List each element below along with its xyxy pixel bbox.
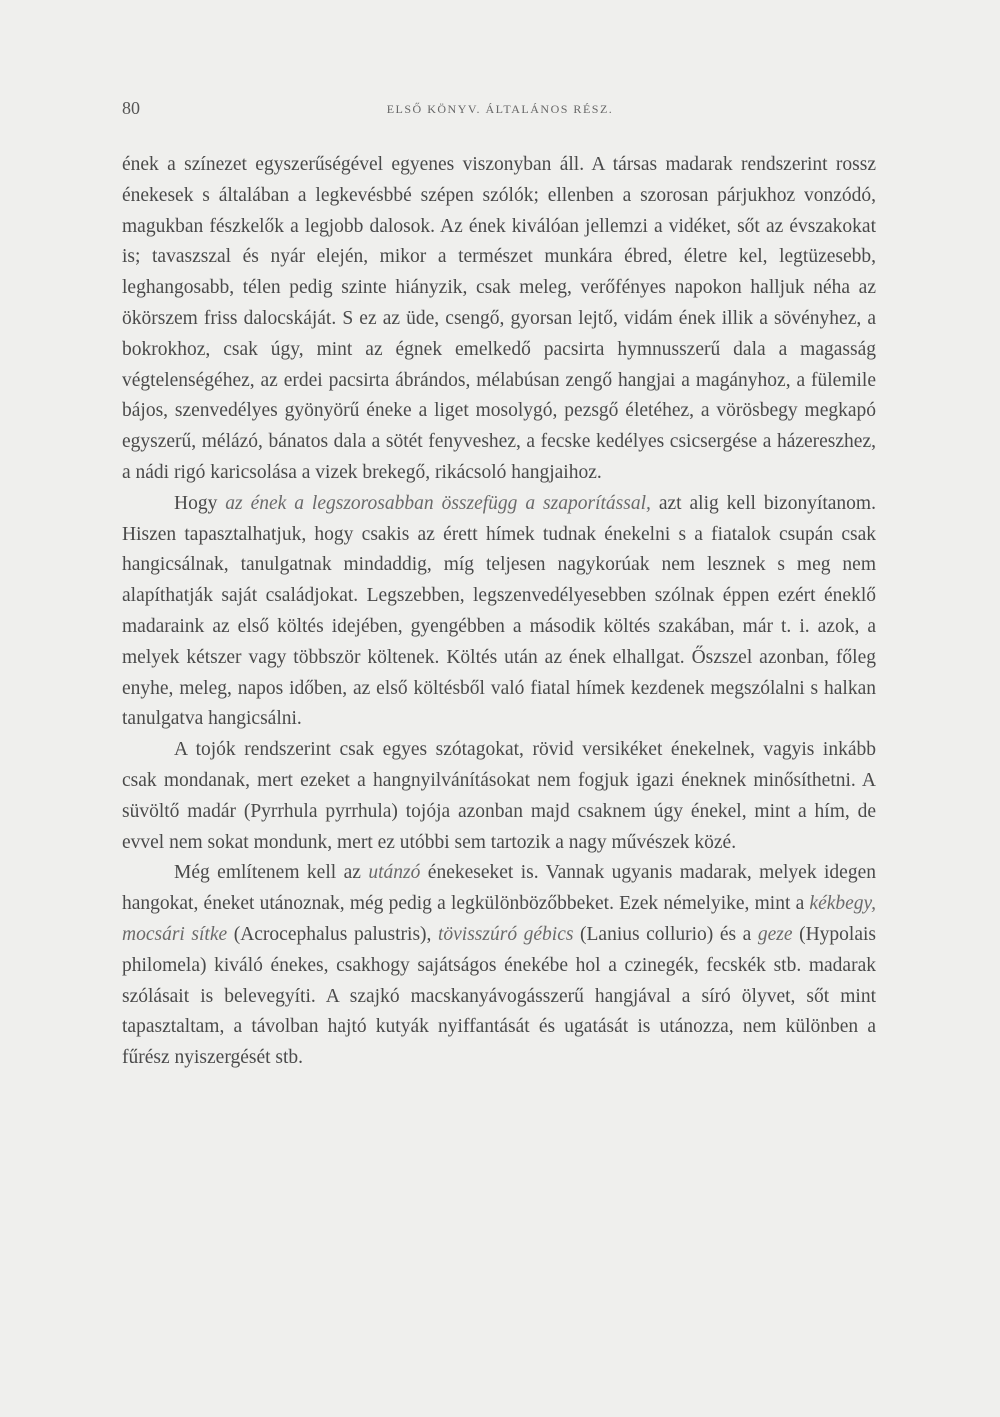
italic-text: utánzó xyxy=(368,862,421,884)
paragraph xyxy=(122,150,876,489)
page-number: 80 xyxy=(122,98,140,118)
italic-text: az ének a legszorosabban összefügg a szaporítással, xyxy=(225,492,651,514)
body-text xyxy=(122,150,876,1074)
page-header xyxy=(122,98,878,122)
text-segment: ének a színezet egyszerűségével egyenes viszonyban áll. A társas madarak rendszerint rossz énekesek s általában a legkevésbbé szépen szólók; ellenben a szorosan párjukhoz vonzódó, magukban fészkelők a legjobb dalosok. Az ének kiválóan jellemzi a vidéket, sőt az évszakokat is; tavaszszal és nyár elején, mikor a természet munkára ébred, életre kel, legtüzesebb, leghangosabb, télen pedig szinte hiányzik, csak meleg, verőfényes napokon halljuk néha az ökörszem friss dalocskáját. S ez az üde, csengő, gyorsan lejtő, vidám ének illik a sövényhez, a bokrokhoz, csak úgy, mint az égnek emelkedő pacsirta hymnusszerű dala a magasság végtelenségéhez, az erdei pacsirta ábrándos, mélabúsan zengő hangjai a magányhoz, a fülemile bájos, szenvedélyes gyönyörű éneke a liget mosolygó, pezsgő életéhez, a vörösbegy megkapó egyszerű, mélázó, bánatos dala a sötét fenyveshez, a fecske kedélyes csicsergése a házereszhez, a nádi rigó karicsolása a vizek brekegő, rikácsoló hangjaihoz. xyxy=(122,154,876,483)
text-segment: azt alig kell bizonyítanom. Hiszen tapasztalhatjuk, hogy csakis az érett hímek tudnak énekelni s a fiatalok csupán csak hangicsálnak, tanulgatnak mindaddig, míg teljesen nagykorúak nem lesznek s meg nem alapíthatják saját családjokat. Legszebben, legszenvedélyesebben szólnak éppen ezért éneklő madaraink az első költés idejében, gyengébben a második költés szakában, már t. i. azok, a melyek kétszer vagy többször költenek. Költés után az ének elhallgat. Őszszel azonban, főleg enyhe, meleg, napos időben, az első költésből való fiatal hímek kezdenek megszólalni s halkan tanulgatva hangicsálni. xyxy=(122,492,876,730)
paragraph xyxy=(122,735,876,858)
text-segment: A tojók rendszerint csak egyes szótagokat, rövid versikéket énekelnek, vagyis inkább csak mondanak, mert ezeket a hangnyilvánításokat nem fogjuk igazi éneknek minősíthetni. A süvöltő madár (Pyrrhula pyrrhula) tojója azonban majd csaknem úgy énekel, mint a hím, de evvel nem sokat mondunk, mert ez utóbbi sem tartozik a nagy művészek közé. xyxy=(122,739,876,853)
text-segment: Hogy xyxy=(174,492,226,514)
italic-text: tövisszúró gébics xyxy=(437,923,574,945)
text-segment: (Acrocephalus palustris), xyxy=(227,923,438,945)
text-segment: Még említenem kell az xyxy=(174,862,369,884)
text-segment: (Hypolais philomela) kiváló énekes, csakhogy sajátságos énekébe hol a czinegék, fecskék stb. madarak szólásait is belevegyíti. A szajkó macskanyávogásszerű hangjával a síró ölyvet, sőt mint tapasztaltam, a távolban hajtó kutyák nyiffantását és ugatását is utánozza, nem különben a fűrész nyiszergését stb. xyxy=(122,923,876,1069)
paragraph xyxy=(122,858,876,1074)
running-head: ELSŐ KÖNYV. ÁLTALÁNOS RÉSZ. xyxy=(386,102,614,116)
paragraph xyxy=(122,489,876,735)
italic-text: kékbegy, mocsári sítke xyxy=(122,893,876,945)
text-segment: énekeseket is. Vannak ugyanis madarak, melyek idegen hangokat, éneket utánoznak, még pedig a legkülönbözőbbeket. Ezek némelyike, mint a xyxy=(122,862,876,915)
italic-text: geze xyxy=(757,923,793,945)
text-segment: (Lanius collurio) és a xyxy=(573,923,758,945)
